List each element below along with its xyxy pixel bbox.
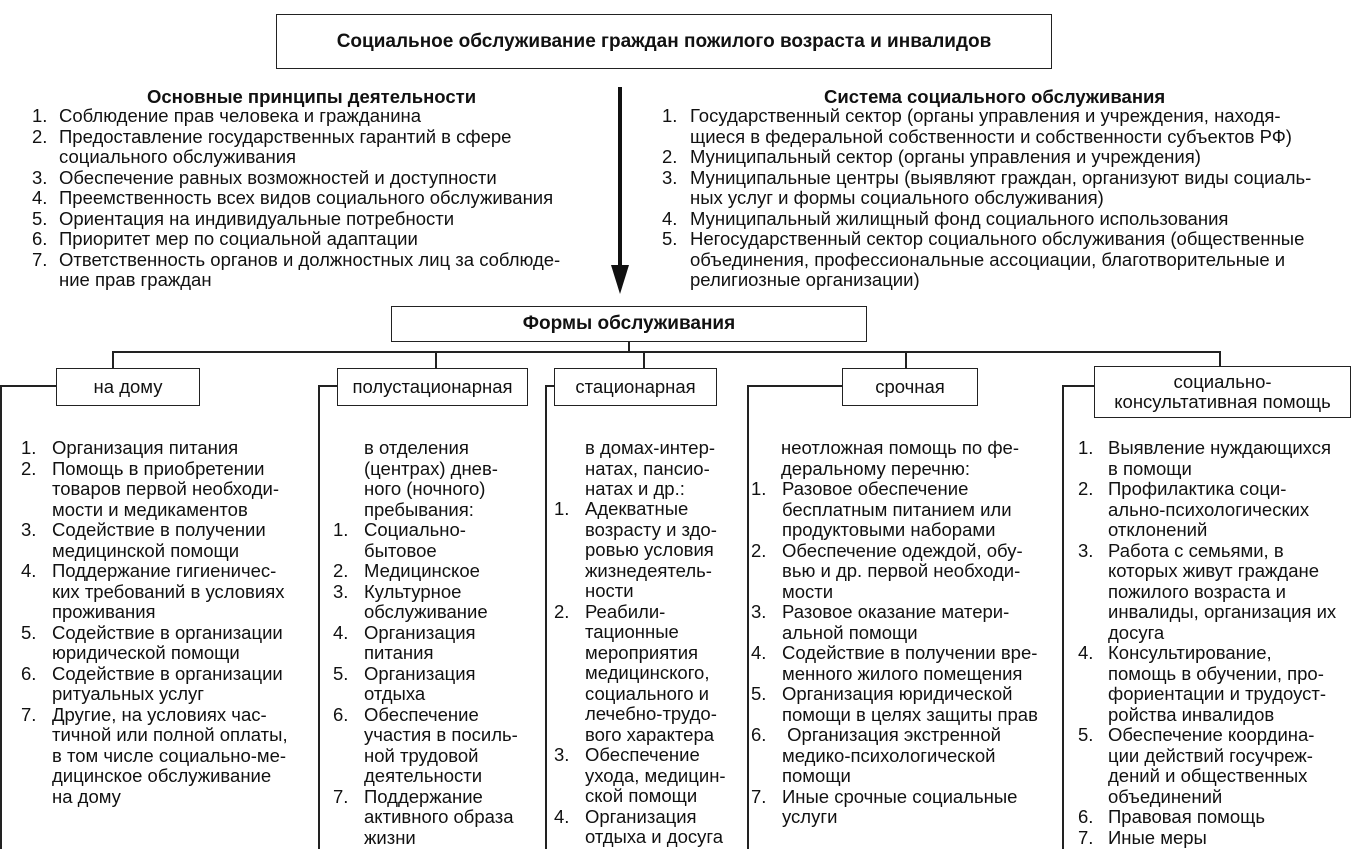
list-item-text: Консультирование, xyxy=(1108,642,1272,663)
list-item-number: 1. xyxy=(21,437,37,458)
list-item xyxy=(751,787,1056,828)
list-item-text: Преемственность всех видов социального обслуживания xyxy=(59,187,554,208)
list-item-text: дицинское обслуживание xyxy=(52,765,272,786)
list-item-text: Обеспечение координа- xyxy=(1108,724,1315,745)
list-item-text: Соблюдение прав человека и гражданина xyxy=(59,105,422,126)
list-item-text: Ответственность органов и должностных лиц за соблюде- xyxy=(59,248,561,270)
principles-list xyxy=(32,106,592,291)
list-item-text: ухода, медицин- xyxy=(585,764,726,786)
list-item-number: 5. xyxy=(751,683,767,704)
list-item-text: религиозные организации) xyxy=(690,269,920,290)
list-item-number: 6. xyxy=(333,703,349,725)
list-item-text: обслуживание xyxy=(364,601,488,622)
list-item-text: досуга xyxy=(1108,621,1165,643)
list-item xyxy=(751,643,1056,684)
list-item-text: Содействие в организации xyxy=(52,621,283,643)
list-item xyxy=(21,438,311,459)
bracket-side-3 xyxy=(545,385,547,849)
list-item-text: мости и медикаментов xyxy=(52,498,248,520)
list-item-text: ние прав граждан xyxy=(59,269,212,290)
form-intro-line: (центрах) днев- xyxy=(364,457,498,479)
list-item-number: 6. xyxy=(1078,806,1094,827)
list-item-text: Содействие в организации xyxy=(52,662,283,684)
list-item xyxy=(1078,541,1358,644)
list-item-text: пожилого возраста и xyxy=(1108,580,1286,602)
list-item-text: ной трудовой xyxy=(364,744,479,766)
list-item-number: 4. xyxy=(554,805,570,827)
bracket-side-4 xyxy=(747,385,749,849)
list-item-text: Иные срочные социальные xyxy=(782,785,1018,807)
list-item xyxy=(21,520,311,561)
list-item xyxy=(21,623,311,664)
list-item-text: Культурное xyxy=(364,580,462,602)
list-item-text: услуги xyxy=(782,806,838,827)
form-list-home xyxy=(21,438,311,807)
list-item-text: Муниципальный жилищный фонд социального использования xyxy=(690,207,1229,229)
list-item-number: 2. xyxy=(32,125,48,147)
list-item xyxy=(333,582,533,623)
form-intro-urgent xyxy=(781,438,1019,479)
form-box-urgent xyxy=(842,368,978,406)
list-item-number: 1. xyxy=(751,478,767,499)
bracket-side-1 xyxy=(0,385,2,849)
bracket-side-5 xyxy=(1062,385,1064,849)
list-item-text: питания xyxy=(364,642,434,663)
list-item-number: 4. xyxy=(662,207,678,229)
list-item-text: объединений xyxy=(1108,785,1223,807)
list-item-text: ных услуг и формы социального обслуживания) xyxy=(690,187,1104,208)
system-heading: Система социального обслуживания xyxy=(824,86,1166,107)
list-item xyxy=(1078,643,1358,725)
list-item xyxy=(662,229,1352,291)
form-label-stationary: стационарная xyxy=(575,376,696,397)
form-box-semi-stationary xyxy=(337,368,528,406)
form-label-home: на дому xyxy=(93,376,163,397)
list-item-number: 4. xyxy=(333,621,349,643)
list-item-text: отдыха xyxy=(364,683,426,704)
list-item-text: лечебно-трудо- xyxy=(585,703,717,724)
list-item-text: которых живут граждане xyxy=(1108,560,1319,581)
list-item-number: 4. xyxy=(751,642,767,663)
list-item-number: 3. xyxy=(751,601,767,622)
form-intro-line: в отделения xyxy=(364,437,469,458)
bracket-top-4 xyxy=(747,385,842,387)
list-item-number: 6. xyxy=(21,662,37,684)
list-item-text: тичной или полной оплаты, xyxy=(52,724,288,745)
list-item-number: 4. xyxy=(32,187,48,208)
list-item-text: ритуальных услуг xyxy=(52,683,205,704)
connector-horizontal xyxy=(112,351,1220,353)
list-item-text: медико-психологической xyxy=(782,744,996,766)
list-item-text: ровью условия xyxy=(585,539,714,560)
list-item xyxy=(751,684,1056,725)
form-label-consult-line2: консультативная помощь xyxy=(1114,391,1331,412)
list-item-text: Реабили- xyxy=(585,600,666,622)
list-item-text: дений и общественных xyxy=(1108,765,1308,786)
list-item-text: помощи xyxy=(782,765,851,786)
connector-drop-4 xyxy=(905,351,907,369)
list-item-text: Поддержание гигиеничес- xyxy=(52,560,277,581)
list-item-text: ких требований в условиях xyxy=(52,580,285,602)
bracket-top-2 xyxy=(318,385,337,387)
list-item-number: 6. xyxy=(751,724,767,745)
list-item xyxy=(662,106,1352,147)
list-item-number: 7. xyxy=(333,785,349,807)
form-intro-line: в домах-интер- xyxy=(585,437,716,458)
connector-drop-2 xyxy=(435,351,437,369)
form-intro-semi-stationary xyxy=(364,438,498,520)
list-item-number: 6. xyxy=(32,228,48,249)
list-item-number: 3. xyxy=(662,166,678,188)
form-label-consult-line1: социально- xyxy=(1173,371,1272,392)
list-item-text: продуктовыми наборами xyxy=(782,519,996,540)
list-item xyxy=(662,168,1352,209)
list-item-text: Организация xyxy=(364,662,476,684)
list-item-text: Обеспечение xyxy=(585,744,700,765)
list-item-text: мероприятия xyxy=(585,641,699,663)
list-item-text: Негосударственный сектор социального обслуживания (общественные xyxy=(690,228,1305,249)
list-item-text: Организация xyxy=(585,805,697,827)
list-item xyxy=(751,479,1056,541)
list-item-text: юридической помощи xyxy=(52,642,240,663)
list-item-text: ройства инвалидов xyxy=(1108,703,1275,725)
list-item-text: социального и xyxy=(585,682,710,704)
list-item-text: ской помощи xyxy=(585,785,698,806)
list-item xyxy=(32,250,592,291)
form-list-consult xyxy=(1078,438,1358,848)
list-item-number: 1. xyxy=(554,498,570,519)
list-item-text: Содействие в получении xyxy=(52,519,266,540)
list-item-text: медицинского, xyxy=(585,662,710,683)
list-item-text: социального обслуживания xyxy=(59,146,297,167)
list-item-text: ности xyxy=(585,580,634,601)
form-intro-line: пребывания: xyxy=(364,498,474,520)
list-item-text: Организация xyxy=(364,621,476,643)
list-item-text: тационные xyxy=(585,621,679,642)
form-box-stationary xyxy=(554,368,717,406)
list-item-text: объединения, профессиональные ассоциации, благотворительные и xyxy=(690,248,1286,270)
list-item-text: вью и др. первой необходи- xyxy=(782,560,1021,581)
list-item xyxy=(333,664,533,705)
form-intro-line: ного (ночного) xyxy=(364,478,486,499)
list-item xyxy=(662,147,1352,168)
list-item-number: 7. xyxy=(751,785,767,807)
list-item-text: альной помощи xyxy=(782,621,918,643)
list-item xyxy=(1078,725,1358,807)
list-item-number: 7. xyxy=(21,703,37,725)
list-item xyxy=(333,787,533,849)
list-item-text: ально-психологических xyxy=(1108,498,1310,520)
list-item-text: Выявление нуждающихся xyxy=(1108,437,1331,458)
list-item-number: 3. xyxy=(1078,539,1094,561)
list-item-number: 1. xyxy=(1078,437,1094,458)
list-item-text: Муниципальные центры (выявляют граждан, организуют виды социаль- xyxy=(690,166,1312,188)
list-item-number: 5. xyxy=(662,228,678,249)
list-item-text: Иные меры xyxy=(1108,826,1207,848)
form-box-consult xyxy=(1094,366,1351,418)
list-item xyxy=(1078,438,1358,479)
list-item-text: в том числе социально-ме- xyxy=(52,744,287,766)
list-item xyxy=(21,459,311,521)
list-item-number: 2. xyxy=(21,457,37,479)
form-intro-line: натах и др.: xyxy=(585,478,685,499)
form-intro-line: неотложная помощь по фе- xyxy=(781,437,1020,458)
list-item-text: помощь в обучении, про- xyxy=(1108,662,1324,684)
list-item-text: на дому xyxy=(52,785,121,807)
list-item xyxy=(662,209,1352,230)
form-intro-line: натах, пансио- xyxy=(585,457,710,479)
list-item-number: 1. xyxy=(32,105,48,126)
list-item-number: 5. xyxy=(21,621,37,643)
list-item-text: Обеспечение равных возможностей и доступности xyxy=(59,166,497,188)
forms-title: Формы обслуживания xyxy=(522,313,736,334)
list-item-number: 7. xyxy=(32,248,48,270)
list-item xyxy=(554,807,739,848)
list-item-text: Работа с семьями, в xyxy=(1108,539,1284,561)
connector-drop-5 xyxy=(1219,351,1221,366)
list-item-text: медицинской помощи xyxy=(52,539,240,561)
list-item-text: Предоставление государственных гарантий в сфере xyxy=(59,125,512,147)
list-item-text: Поддержание xyxy=(364,785,483,807)
list-item-text: Правовая помощь xyxy=(1108,806,1266,827)
list-item-text: Ориентация на индивидуальные потребности xyxy=(59,207,455,229)
list-item-text: Другие, на условиях час- xyxy=(52,703,267,725)
list-item-number: 2. xyxy=(554,600,570,622)
list-item-number: 3. xyxy=(333,580,349,602)
list-item-number: 5. xyxy=(32,207,48,229)
form-list-semi-stationary xyxy=(333,520,533,848)
form-label-urgent: срочная xyxy=(875,376,945,397)
bracket-top-5 xyxy=(1062,385,1094,387)
list-item-number: 5. xyxy=(1078,724,1094,745)
list-item-text: Профилактика соци- xyxy=(1108,478,1287,499)
list-item-text: жизнедеятель- xyxy=(585,559,712,581)
list-item-text: Приоритет мер по социальной адаптации xyxy=(59,228,418,249)
list-item xyxy=(554,499,739,602)
connector-drop-3 xyxy=(643,351,645,369)
list-item-number: 2. xyxy=(333,560,349,581)
list-item-text: менного жилого помещения xyxy=(782,662,1023,684)
list-item xyxy=(32,106,592,127)
list-item xyxy=(333,520,533,561)
list-item-text: мости xyxy=(782,580,834,602)
list-item-text: бытовое xyxy=(364,539,437,561)
form-box-home xyxy=(56,368,200,406)
list-item-text: отдыха и досуга xyxy=(585,826,723,847)
forms-title-box xyxy=(391,306,867,342)
form-intro-line: деральному перечню: xyxy=(781,457,971,479)
list-item-number: 3. xyxy=(554,744,570,765)
list-item-number: 5. xyxy=(333,662,349,684)
connector-drop-1 xyxy=(112,351,114,369)
list-item xyxy=(751,602,1056,643)
bracket-top-1 xyxy=(0,385,56,387)
list-item-text: ции действий госучреж- xyxy=(1108,744,1313,766)
list-item-number: 3. xyxy=(32,166,48,188)
system-list xyxy=(662,106,1352,291)
list-item-text: бесплатным питанием или xyxy=(782,498,1012,520)
list-item xyxy=(1078,479,1358,541)
form-list-urgent xyxy=(751,479,1056,828)
list-item-text: Разовое оказание матери- xyxy=(782,601,1010,622)
list-item-text: вого характера xyxy=(585,723,715,745)
list-item xyxy=(751,725,1056,787)
list-item-text: Содействие в получении вре- xyxy=(782,642,1038,663)
list-item-text: проживания xyxy=(52,601,156,622)
list-item-text: фориентации и трудоуст- xyxy=(1108,683,1327,704)
list-item-text: Социально- xyxy=(364,519,466,540)
list-item-text: деятельности xyxy=(364,765,483,786)
list-item xyxy=(333,705,533,787)
bracket-side-2 xyxy=(318,385,320,849)
principles-heading: Основные принципы деятельности xyxy=(147,86,477,107)
list-item-number: 3. xyxy=(21,519,37,540)
list-item-text: Разовое обеспечение xyxy=(782,478,969,499)
list-item-text: щиеся в федеральной собственности и собственности субъектов РФ) xyxy=(690,125,1292,147)
list-item-text: в помощи xyxy=(1108,457,1192,479)
list-item-text: товаров первой необходи- xyxy=(52,478,279,499)
form-label-semi-stationary: полустационарная xyxy=(352,376,513,397)
list-item xyxy=(21,561,311,623)
list-item-number: 2. xyxy=(662,146,678,167)
list-item xyxy=(751,541,1056,603)
form-list-stationary xyxy=(554,499,739,848)
form-intro-stationary xyxy=(585,438,715,500)
list-item-number: 1. xyxy=(662,105,678,126)
list-item-text: Медицинское xyxy=(364,560,480,581)
list-item xyxy=(32,188,592,209)
list-item xyxy=(21,705,311,808)
list-item xyxy=(554,745,739,807)
list-item-text: жизни xyxy=(364,826,416,848)
list-item xyxy=(32,127,592,168)
list-item xyxy=(32,229,592,250)
list-item xyxy=(32,168,592,189)
list-item-number: 2. xyxy=(1078,478,1094,499)
list-item-text: возрасту и здо- xyxy=(585,518,717,540)
list-item xyxy=(1078,828,1358,849)
list-item-text: Адекватные xyxy=(585,498,689,519)
main-title: Социальное обслуживание граждан пожилого возраста и инвалидов xyxy=(336,30,992,52)
list-item-text: участия в посиль- xyxy=(364,724,518,745)
list-item-text: помощи в целях защиты прав xyxy=(782,703,1038,725)
list-item-number: 7. xyxy=(1078,826,1094,848)
list-item-text: Организация питания xyxy=(52,437,239,458)
list-item-text: Помощь в приобретении xyxy=(52,457,265,479)
list-item xyxy=(1078,807,1358,828)
list-item xyxy=(21,664,311,705)
list-item-number: 4. xyxy=(21,560,37,581)
list-item xyxy=(333,561,533,582)
list-item-text: Организация юридической xyxy=(782,683,1013,704)
list-item-text: Обеспечение xyxy=(364,703,479,725)
list-item-text: активного образа xyxy=(364,806,514,827)
list-item xyxy=(554,602,739,746)
list-item-text: Организация экстренной xyxy=(782,724,1001,745)
list-item-text: Муниципальный сектор (органы управления и учреждения) xyxy=(690,146,1201,167)
list-item-text: Обеспечение одеждой, обу- xyxy=(782,539,1023,561)
list-item-text: Государственный сектор (органы управления и учреждения, находя- xyxy=(690,105,1281,126)
list-item-text: отклонений xyxy=(1108,519,1208,540)
list-item-number: 2. xyxy=(751,539,767,561)
list-item xyxy=(333,623,533,664)
list-item-text: инвалиды, организация их xyxy=(1108,601,1337,622)
list-item-number: 4. xyxy=(1078,642,1094,663)
list-item-number: 1. xyxy=(333,519,349,540)
list-item xyxy=(32,209,592,230)
